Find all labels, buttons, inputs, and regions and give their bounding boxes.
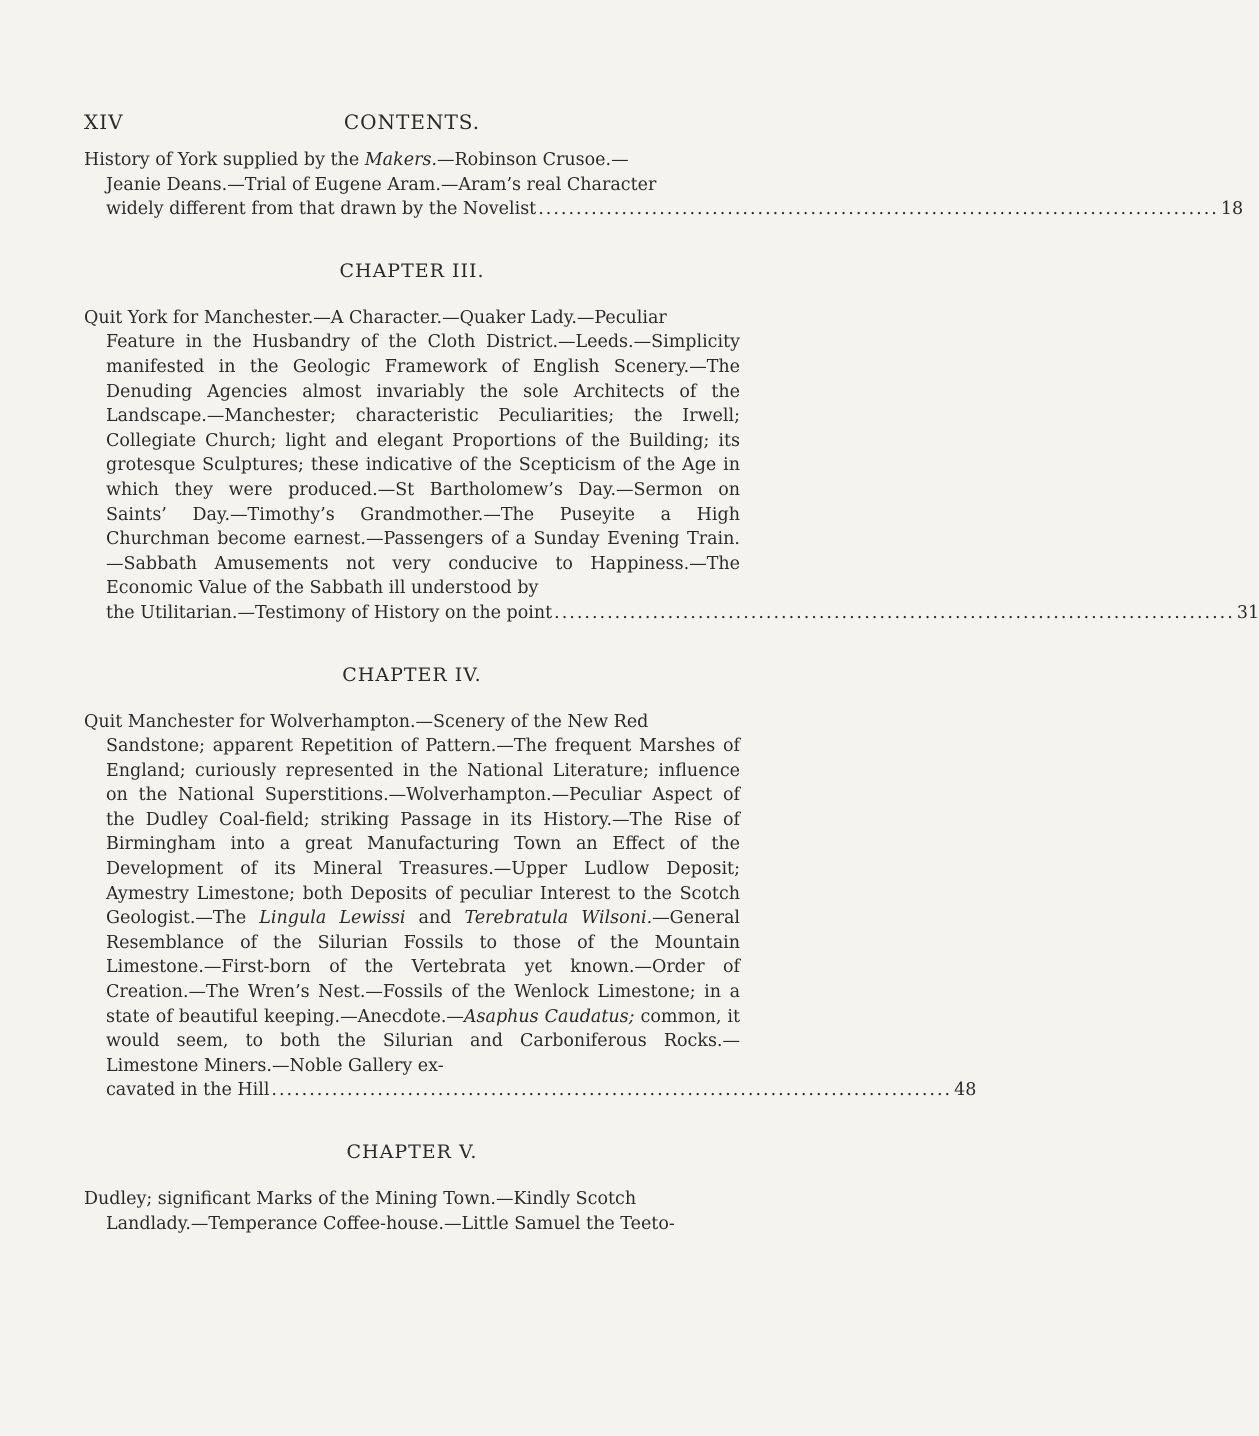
contents-entry-ch5	[84, 1187, 740, 1236]
running-head	[84, 110, 740, 140]
entry-first-line: History of York supplied by the Makers.—Robinson Crusoe.—	[84, 150, 629, 170]
entry-line: Jeanie Deans.—Trial of Eugene Aram.—Aram’s real Character	[106, 174, 657, 195]
entry-body: Sandstone; apparent Repetition of Pattern.—The frequent Marshes of England; curiously represented in the National Literature; influence on the National Superstitions.—Wolverhampton.—Peculiar Aspect of the Dudley Coal-field; striking Passage in its History.—The Rise of Birmingham into a great Manufacturing Town an Effect of the Development of its Mineral Treasures.—Upper Ludlow Deposit; Aymestry Limestone; both Deposits of peculiar Interest to the Scotch Geologist.—The Lingula Lewissi and Terebratula Wilsoni.—General Resemblance of the Silurian Fossils to those of the Mountain Limestone.—First-born of the Vertebrata yet known.—Order of Creation.—The Wren’s Nest.—Fossils of the Wenlock Limestone; in a state of beautiful keeping.—Anecdote.—Asaphus Caudatus; common, it would seem, to both the Silurian and Carboniferous Rocks.—Limestone Miners.—Noble Gallery ex-	[106, 736, 741, 1076]
contents-entry-ch4	[84, 710, 977, 1104]
entry-last-line: cavated in the Hill	[106, 1080, 270, 1101]
entry-first-line: Dudley; significant Marks of the Mining Town.—Kindly Scotch	[84, 1189, 637, 1209]
entry-body: Landlady.—Temperance Coffee-house.—Little Samuel the Teeto-	[106, 1213, 675, 1234]
running-title: CONTENTS.	[343, 110, 481, 134]
entry-body: Feature in the Husbandry of the Cloth District.—Leeds.—Simplicity manifested in the Geologic Framework of English Scenery.—The Denuding Agencies almost invariably the sole Architects of the Landscape.—Manchester; characteristic Peculiarities; the Irwell; Collegiate Church; light and elegant Proportions of the Building; its grotesque Sculptures; these indicative of the Scepticism of the Age in which they were produced.—St Bartholomew’s Day.—Sermon on Saints’ Day.—Timothy’s Grandmother.—The Puseyite a High Churchman become earnest.—Passengers of a Sunday Evening Train.—Sabbath Amusements not very conducive to Happiness.—The Economic Value of the Sabbath ill understood by	[106, 332, 740, 599]
page-number: 31	[1236, 602, 1259, 623]
entry-last-line: the Utilitarian.—Testimony of History on the point	[106, 602, 553, 623]
chapter-3-heading: CHAPTER III.	[339, 259, 485, 282]
entry-first-line: Quit Manchester for Wolverhampton.—Scenery of the New Red	[84, 711, 649, 732]
chapter-5-heading: CHAPTER V.	[346, 1141, 478, 1163]
dot-leader: ..........................................................................................	[271, 1080, 953, 1101]
entry-leader-line	[84, 197, 1244, 222]
chapter-4-heading: CHAPTER IV.	[342, 663, 482, 686]
entry-last-line: widely different from that drawn by the Novelist	[106, 199, 537, 220]
entry-first-line: Quit York for Manchester.—A Character.—Quaker Lady.—Peculiar	[84, 307, 667, 328]
contents-entry-ch3	[84, 306, 1259, 626]
page-folio: XIV	[84, 110, 124, 134]
dot-leader: ..........................................................................................	[538, 199, 1219, 220]
page-number: 48	[954, 1080, 977, 1101]
entry-leader-line	[84, 1078, 977, 1103]
entry-leader-line	[84, 601, 1259, 626]
page	[84, 0, 1259, 1236]
dot-leader: ..........................................................................................	[554, 602, 1235, 623]
page-number: 18	[1220, 199, 1244, 220]
contents-entry-ch2	[84, 148, 1244, 222]
